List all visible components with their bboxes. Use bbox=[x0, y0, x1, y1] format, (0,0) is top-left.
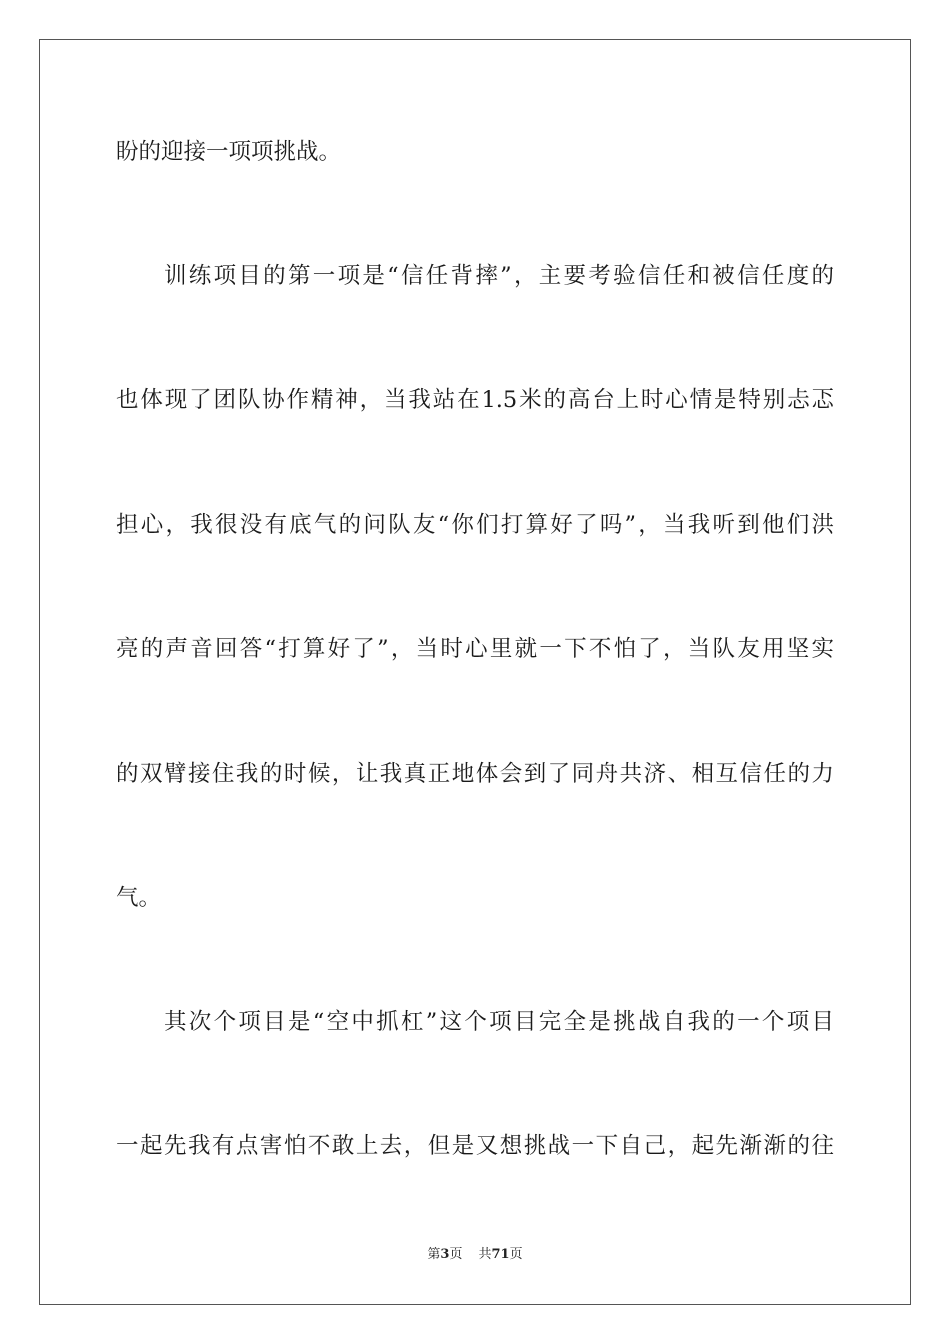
body-line-9: 一起先我有点害怕不敢上去，但是又想挑战一下自己，起先渐渐的往 bbox=[116, 1133, 834, 1159]
footer-page-number: 3 bbox=[440, 1247, 450, 1262]
footer-total-number: 71 bbox=[491, 1247, 510, 1262]
footer-total-suffix: 页 bbox=[509, 1247, 523, 1262]
page-footer bbox=[0, 1246, 950, 1264]
page-border bbox=[39, 39, 911, 1305]
footer-page-prefix: 第 bbox=[427, 1247, 441, 1262]
body-line-2: 训练项目的第一项是“信任背摔”，主要考验信任和被信任度的 bbox=[164, 263, 834, 289]
body-line-7: 气。 bbox=[116, 885, 162, 911]
body-line-6: 的双臂接住我的时候，让我真正地体会到了同舟共济、相互信任的力 bbox=[116, 761, 834, 787]
body-line-8: 其次个项目是“空中抓杠”这个项目完全是挑战自我的一个项目 bbox=[164, 1009, 834, 1035]
body-line-5: 亮的声音回答“打算好了”，当时心里就一下不怕了，当队友用坚实 bbox=[116, 636, 834, 662]
footer-page-suffix: 页 bbox=[449, 1247, 463, 1262]
body-line-1: 盼的迎接一项项挑战。 bbox=[116, 139, 342, 165]
body-line-4: 担心，我很没有底气的问队友“你们打算好了吗”，当我听到他们洪 bbox=[116, 512, 834, 538]
body-line-3: 也体现了团队协作精神，当我站在1.5米的高台上时心情是特别忐忑 bbox=[116, 387, 834, 413]
footer-total-prefix: 共 bbox=[478, 1247, 492, 1262]
